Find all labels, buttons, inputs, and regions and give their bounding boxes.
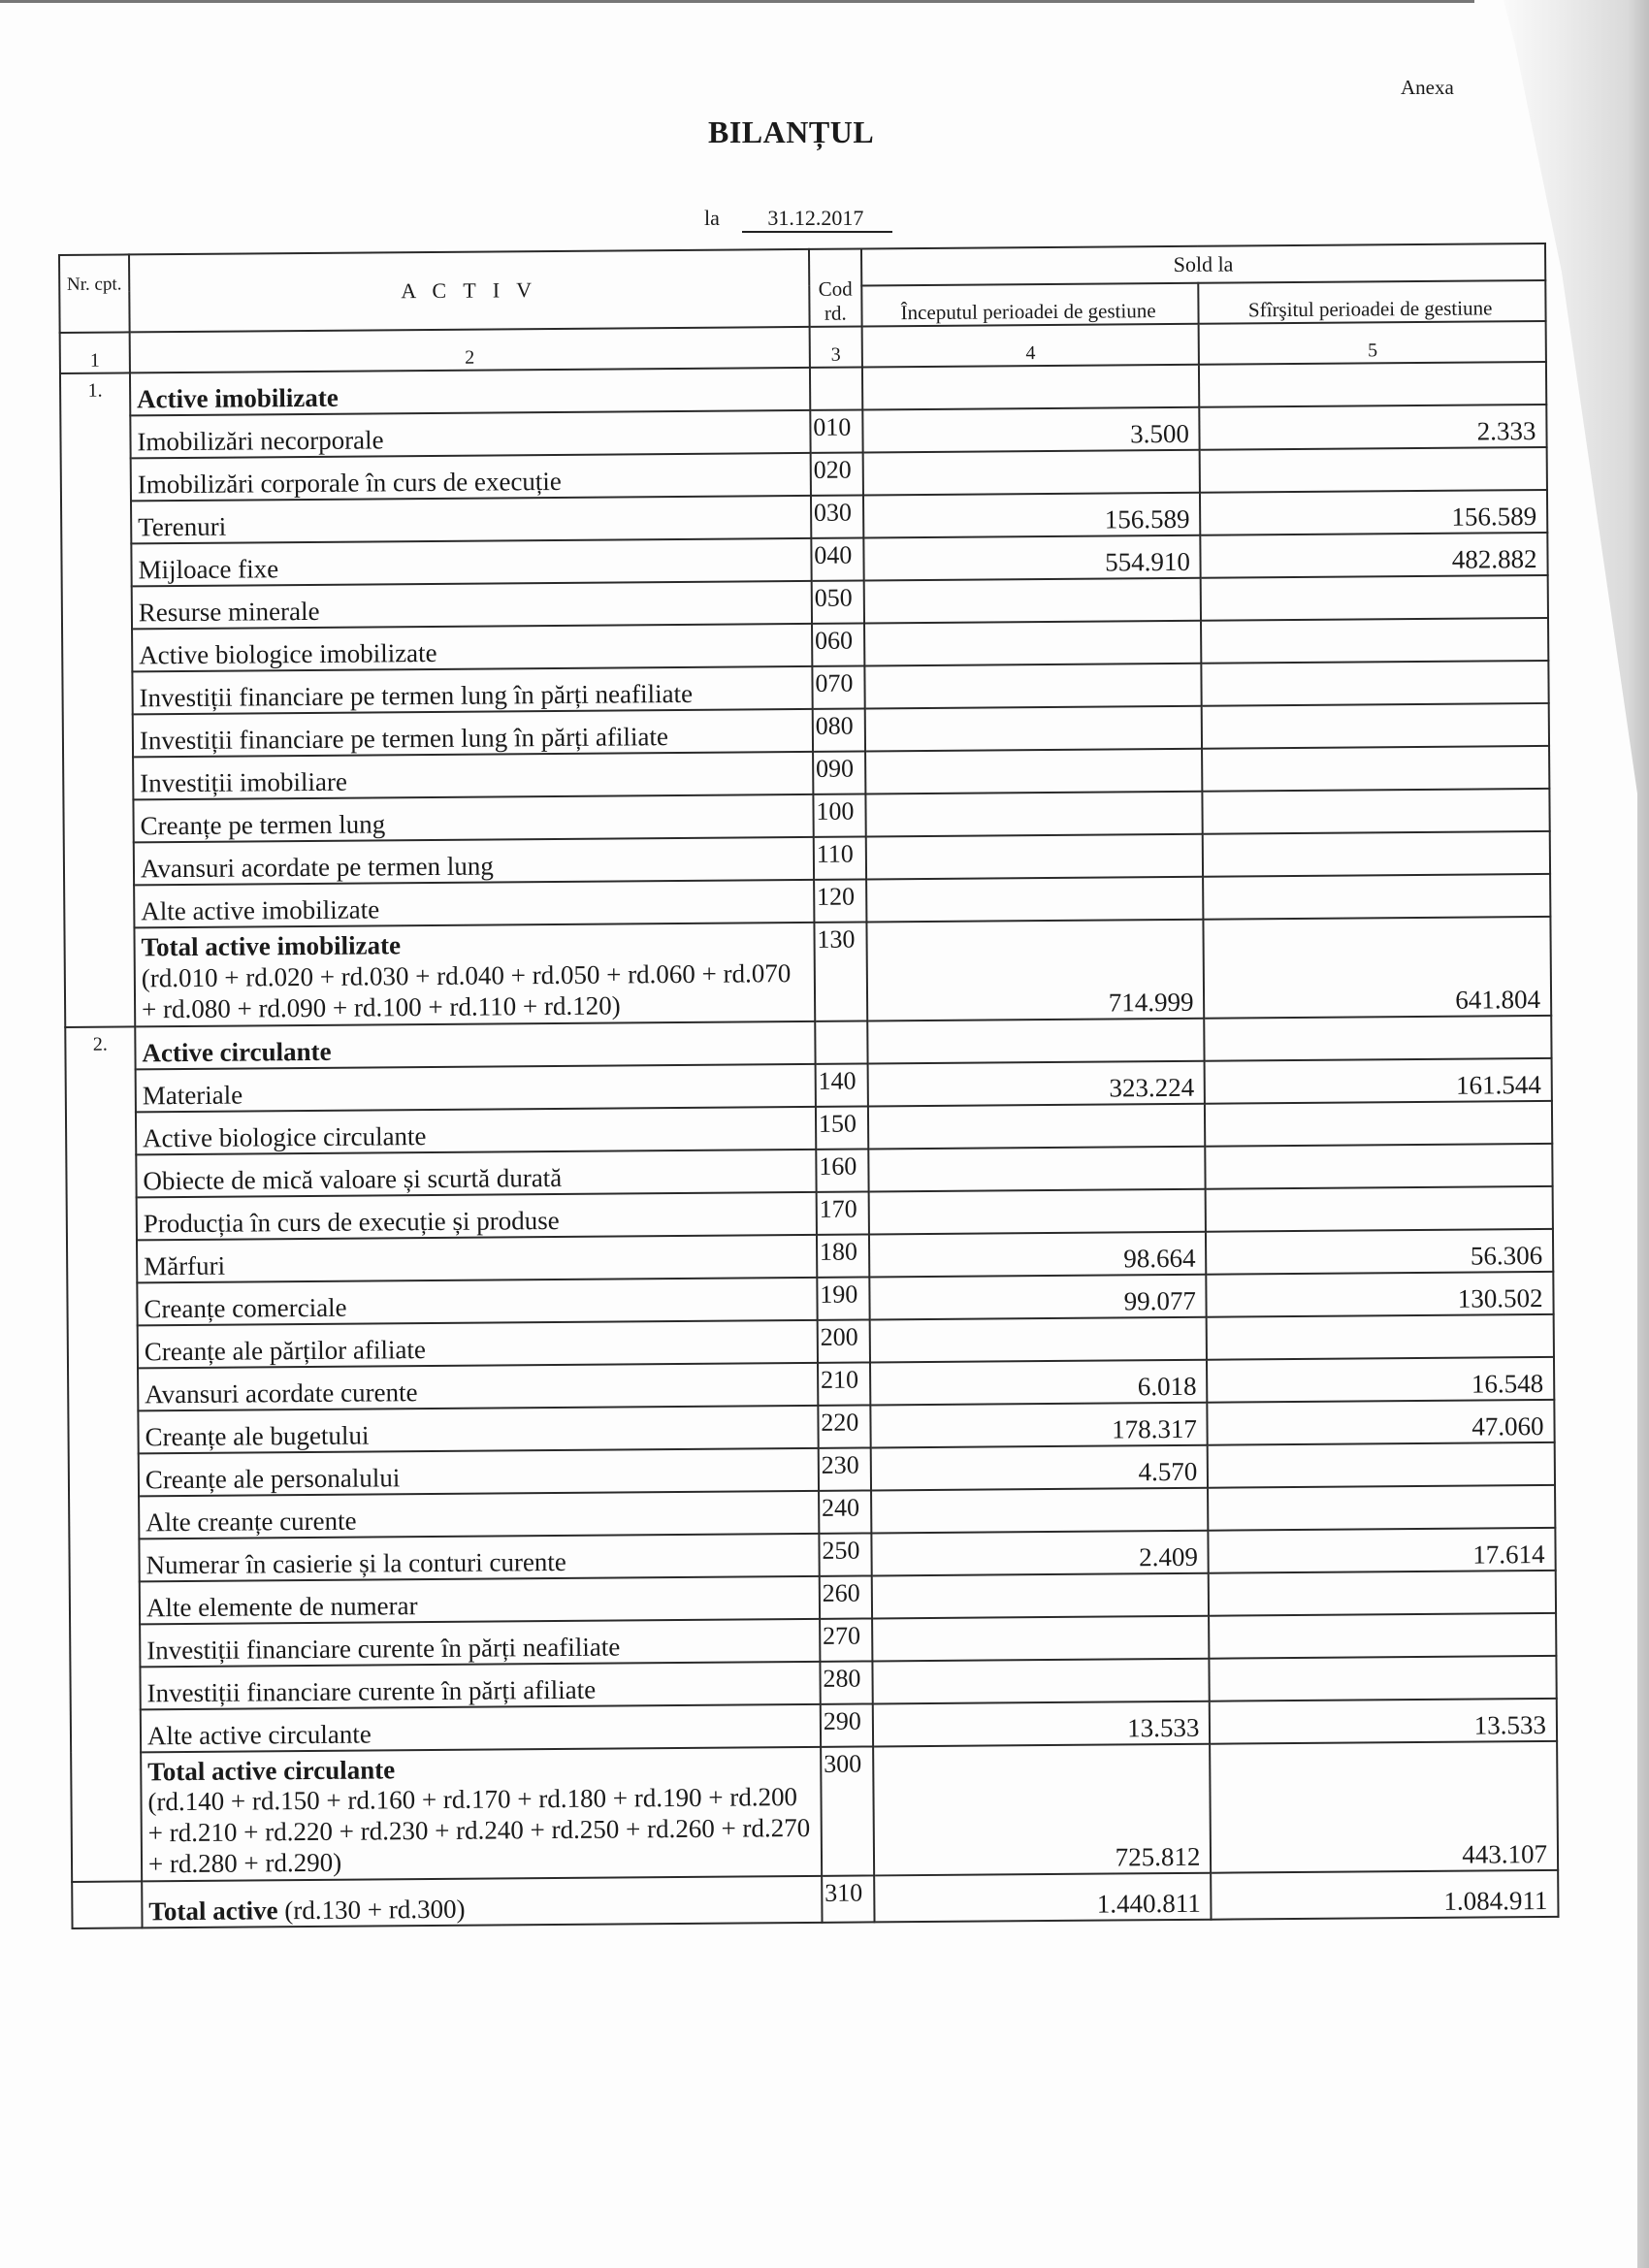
row-code: 230 bbox=[819, 1447, 871, 1490]
document-title: BILANȚUL bbox=[708, 114, 875, 149]
value-end bbox=[1209, 1570, 1556, 1615]
row-label: Imobilizări necorporale bbox=[130, 410, 810, 459]
value-start bbox=[862, 365, 1200, 410]
row-label: Creanțe comerciale bbox=[137, 1277, 817, 1325]
value-start bbox=[868, 1188, 1206, 1234]
header-end-period: Sfîrşitul perioadei de gestiune bbox=[1199, 280, 1546, 324]
row-code: 250 bbox=[819, 1533, 871, 1575]
value-end: 47.060 bbox=[1208, 1400, 1555, 1445]
header-cod-rd: Cod rd. bbox=[809, 248, 862, 326]
value-start: 2.409 bbox=[871, 1530, 1209, 1575]
row-code: 270 bbox=[820, 1618, 872, 1661]
value-end: 161.544 bbox=[1205, 1058, 1552, 1104]
row-code: 220 bbox=[818, 1405, 870, 1447]
row-code: 200 bbox=[818, 1319, 870, 1362]
row-code: 030 bbox=[811, 495, 863, 537]
value-end bbox=[1205, 1101, 1552, 1147]
row-code: 150 bbox=[816, 1106, 868, 1149]
value-end bbox=[1206, 1144, 1553, 1189]
value-end bbox=[1208, 1484, 1555, 1530]
row-label: Investiții financiare curente în părți neafiliate bbox=[140, 1618, 820, 1667]
row-label: Avansuri acordate pe termen lung bbox=[134, 837, 814, 886]
column-index: 5 bbox=[1199, 321, 1546, 365]
row-code: 260 bbox=[820, 1575, 872, 1618]
value-start bbox=[865, 706, 1203, 752]
row-code: 160 bbox=[816, 1149, 868, 1191]
value-end: 443.107 bbox=[1211, 1740, 1559, 1872]
value-start bbox=[865, 749, 1203, 794]
row-label: Active biologice circulante bbox=[136, 1106, 816, 1154]
value-end: 1.084.911 bbox=[1212, 1870, 1559, 1920]
balance-sheet-body bbox=[60, 362, 1559, 1928]
value-start: 725.812 bbox=[873, 1743, 1212, 1875]
row-label: Alte active imobilizate bbox=[134, 880, 814, 928]
row-label: Terenuri bbox=[131, 496, 811, 544]
row-label: Alte creanțe curente bbox=[139, 1490, 819, 1539]
value-start: 554.910 bbox=[863, 535, 1201, 581]
value-end: 16.548 bbox=[1207, 1357, 1554, 1403]
value-end bbox=[1203, 789, 1550, 834]
value-start bbox=[864, 578, 1202, 624]
section-total-row bbox=[64, 917, 1551, 1027]
row-code: 060 bbox=[812, 623, 864, 665]
row-code: 180 bbox=[817, 1234, 869, 1277]
row-code: 050 bbox=[812, 580, 864, 623]
total-formula: (rd.140 + rd.150 + rd.160 + rd.170 + rd.180 + rd.190 + rd.200 + rd.210 + rd.220 + rd.230 + rd.240 + rd.250 + rd.260 + rd.270 + rd.280 + rd.290) bbox=[147, 1782, 811, 1879]
value-start: 99.077 bbox=[869, 1274, 1207, 1319]
value-start bbox=[862, 450, 1200, 496]
value-end: 17.614 bbox=[1209, 1527, 1556, 1572]
row-label: Mărfuri bbox=[137, 1234, 817, 1282]
row-label: Investiții imobiliare bbox=[133, 752, 813, 800]
value-start bbox=[868, 1103, 1206, 1149]
column-index: 2 bbox=[130, 327, 810, 373]
row-code: 130 bbox=[814, 922, 867, 1021]
row-code bbox=[815, 1021, 867, 1063]
column-index: 3 bbox=[809, 326, 861, 367]
value-end bbox=[1202, 661, 1549, 706]
row-code: 020 bbox=[811, 452, 863, 495]
row-label: Mijloace fixe bbox=[131, 538, 811, 587]
row-code: 080 bbox=[813, 708, 865, 751]
row-label: Alte elemente de numerar bbox=[140, 1575, 820, 1624]
value-start bbox=[872, 1572, 1210, 1618]
total-title: Total active imobilizate bbox=[141, 930, 402, 962]
date-prefix: la bbox=[704, 206, 720, 230]
row-code: 040 bbox=[811, 537, 863, 580]
section-title: Active imobilizate bbox=[130, 368, 810, 416]
value-start bbox=[866, 834, 1204, 880]
value-start: 98.664 bbox=[869, 1231, 1207, 1277]
row-code: 010 bbox=[810, 409, 862, 452]
annex-label: Anexa bbox=[1401, 76, 1454, 99]
row-code: 170 bbox=[816, 1191, 868, 1234]
report-date: 31.12.2017 bbox=[742, 206, 892, 233]
value-end bbox=[1208, 1442, 1555, 1488]
value-end: 130.502 bbox=[1207, 1272, 1554, 1317]
value-end bbox=[1201, 618, 1548, 664]
value-end bbox=[1201, 575, 1548, 621]
total-formula: (rd.010 + rd.020 + rd.030 + rd.040 + rd.050 + rd.060 + rd.070 + rd.080 + rd.090 + rd.100 + rd.110 + rd.120) bbox=[141, 957, 792, 1024]
row-code: 310 bbox=[822, 1875, 874, 1922]
row-label: Obiecte de mică valoare și scurtă durată bbox=[136, 1149, 816, 1197]
value-start bbox=[865, 792, 1203, 837]
header-activ: A C T I V bbox=[129, 249, 810, 333]
row-code: 190 bbox=[817, 1277, 869, 1319]
value-end: 2.333 bbox=[1200, 405, 1547, 450]
row-label: Avansuri acordate curente bbox=[138, 1362, 818, 1410]
scan-top-edge bbox=[0, 0, 1474, 3]
section-total-row bbox=[71, 1740, 1558, 1881]
value-end bbox=[1202, 746, 1549, 792]
value-end bbox=[1206, 1186, 1553, 1232]
value-end: 482.882 bbox=[1201, 533, 1548, 578]
value-start bbox=[872, 1658, 1210, 1703]
row-label: Creanțe ale bugetului bbox=[138, 1405, 818, 1453]
row-code: 110 bbox=[814, 836, 866, 879]
total-title: Total active circulante bbox=[147, 1754, 396, 1786]
report-date-row bbox=[704, 206, 892, 233]
value-start bbox=[872, 1615, 1210, 1661]
value-end bbox=[1210, 1655, 1557, 1701]
row-code: 210 bbox=[818, 1362, 870, 1405]
row-label: Active biologice imobilizate bbox=[132, 624, 812, 672]
value-end bbox=[1203, 874, 1550, 920]
value-start: 1.440.811 bbox=[874, 1873, 1212, 1923]
row-label: Investiții financiare curente în părți afiliate bbox=[140, 1661, 820, 1709]
value-end: 156.589 bbox=[1200, 490, 1547, 535]
section-title: Active circulante bbox=[135, 1021, 815, 1069]
row-label: Creanțe ale părților afiliate bbox=[138, 1319, 818, 1368]
row-label: Alte active circulante bbox=[141, 1703, 821, 1752]
column-index: 4 bbox=[861, 324, 1199, 368]
row-label: Creanțe ale personalului bbox=[139, 1447, 819, 1496]
row-code: 140 bbox=[815, 1063, 867, 1106]
value-end bbox=[1209, 1612, 1556, 1658]
value-end: 13.533 bbox=[1210, 1698, 1557, 1743]
row-label: Producția în curs de execuție și produse bbox=[137, 1191, 817, 1240]
row-code: 100 bbox=[813, 794, 865, 836]
header-start-period: Începutul perioadei de gestiune bbox=[861, 283, 1199, 327]
value-start: 3.500 bbox=[862, 407, 1200, 453]
value-end bbox=[1202, 703, 1549, 749]
value-start bbox=[868, 1146, 1206, 1191]
value-start: 4.570 bbox=[871, 1444, 1209, 1490]
row-code: 120 bbox=[814, 879, 866, 922]
row-code: 070 bbox=[812, 665, 864, 708]
section-number: 2. bbox=[65, 1026, 142, 1882]
balance-sheet-table bbox=[58, 243, 1560, 1929]
section-number: 1. bbox=[60, 373, 135, 1026]
value-start: 178.317 bbox=[870, 1402, 1208, 1447]
total-label bbox=[134, 923, 815, 1026]
value-start bbox=[871, 1487, 1209, 1533]
value-start: 13.533 bbox=[873, 1701, 1211, 1746]
value-start bbox=[867, 1018, 1205, 1063]
row-label: Investiții financiare pe termen lung în părți neafiliate bbox=[132, 666, 812, 715]
grand-total-title: Total active bbox=[148, 1895, 278, 1927]
row-label: Imobilizări corporale în curs de execuție bbox=[131, 453, 811, 502]
value-end bbox=[1207, 1314, 1554, 1360]
value-start: 156.589 bbox=[863, 493, 1201, 538]
grand-total-formula: (rd.130 + rd.300) bbox=[284, 1894, 466, 1926]
row-code: 280 bbox=[820, 1661, 872, 1703]
row-code: 300 bbox=[821, 1746, 874, 1876]
header-sold-la: Sold la bbox=[861, 243, 1545, 286]
value-end bbox=[1203, 831, 1550, 877]
value-end: 641.804 bbox=[1204, 917, 1551, 1018]
row-code bbox=[810, 367, 862, 409]
row-label: Materiale bbox=[136, 1063, 816, 1112]
header-nr-cpt: Nr. cpt. bbox=[59, 254, 130, 333]
section-number bbox=[72, 1881, 142, 1928]
grand-total-label bbox=[142, 1876, 822, 1928]
value-start: 6.018 bbox=[870, 1359, 1208, 1405]
total-label bbox=[141, 1746, 822, 1881]
value-start bbox=[864, 621, 1202, 666]
value-start: 323.224 bbox=[867, 1060, 1205, 1106]
value-end bbox=[1199, 362, 1546, 407]
row-label: Resurse minerale bbox=[132, 581, 812, 630]
row-code: 240 bbox=[819, 1490, 871, 1533]
value-end bbox=[1205, 1016, 1552, 1061]
value-end: 56.306 bbox=[1206, 1229, 1553, 1275]
row-label: Investiții financiare pe termen lung în părți afiliate bbox=[133, 709, 813, 758]
value-start bbox=[869, 1316, 1207, 1362]
value-start bbox=[866, 877, 1204, 923]
row-code: 290 bbox=[821, 1703, 873, 1746]
value-start: 714.999 bbox=[866, 920, 1204, 1021]
row-code: 090 bbox=[813, 751, 865, 794]
row-label: Numerar în casierie și la conturi curente bbox=[139, 1533, 819, 1581]
value-start bbox=[864, 664, 1202, 709]
value-end bbox=[1200, 447, 1547, 493]
row-label: Creanțe pe termen lung bbox=[133, 794, 813, 843]
column-index: 1 bbox=[60, 332, 130, 373]
